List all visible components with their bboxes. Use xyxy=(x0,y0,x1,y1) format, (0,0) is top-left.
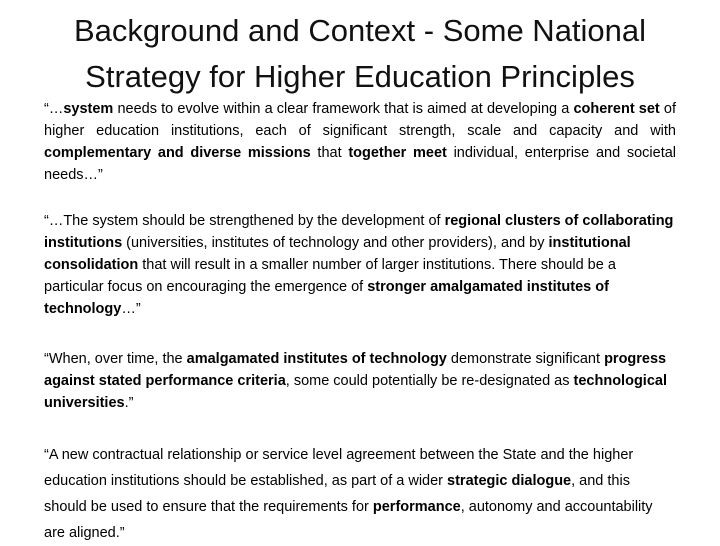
quote-text: individual, enterprise and societal needs…” xyxy=(44,145,677,183)
quote-text: “When, over time, the xyxy=(44,351,187,367)
quote-text: “A new contractual relationship or service level agreement between the State and the higher education institutions should be established, as part of a wider xyxy=(44,447,634,489)
quote-2-regional-clusters xyxy=(44,210,676,320)
quote-bold-text: technological universities xyxy=(44,373,667,411)
quote-text: that will result in a smaller number of larger institutions. There should be a particular focus on encouraging the emergence of xyxy=(44,257,616,295)
quote-bold-text: regional clusters of collaborating institutions xyxy=(44,213,674,251)
quote-text: , and this should be used to ensure that the requirements for xyxy=(44,473,630,515)
quote-text: .” xyxy=(124,395,134,411)
quote-text: of higher education institutions, each of significant strength, scale and capacity and with xyxy=(44,101,676,139)
quote-bold-text: institutional consolidation xyxy=(44,235,631,273)
quote-text: that xyxy=(310,145,349,161)
quote-4-service-level-agreement xyxy=(44,442,676,546)
quote-bold-text: system xyxy=(63,101,114,117)
quote-bold-text: stronger amalgamated institutes of technology xyxy=(44,279,609,317)
quote-bold-text: coherent set xyxy=(573,101,660,117)
quote-bold-text: performance xyxy=(372,499,461,515)
quote-bold-text: strategic dialogue xyxy=(447,473,572,489)
quote-text: , some could potentially be re-designated as xyxy=(285,373,574,389)
slide-title-line-1: Background and Context - Some National xyxy=(73,13,647,48)
quote-3-technological-universities xyxy=(44,348,676,414)
quote-bold-text: complementary and diverse missions xyxy=(44,145,311,161)
quote-text: (universities, institutes of technology and other providers), and by xyxy=(122,235,549,251)
quote-text: …” xyxy=(121,301,141,317)
quote-bold-text: together meet xyxy=(348,145,447,161)
quote-text: demonstrate significant xyxy=(446,351,605,367)
quote-bold-text: progress against stated performance criteria xyxy=(44,351,667,389)
quote-text: “…The system should be strengthened by the development of xyxy=(44,213,445,229)
slide-title xyxy=(0,8,720,100)
slide-title-line-2: Strategy for Higher Education Principles xyxy=(85,59,635,94)
quote-bold-text: amalgamated institutes of technology xyxy=(186,351,447,367)
quote-1-system-framework xyxy=(44,98,676,186)
quote-text: “… xyxy=(44,101,64,117)
quote-text: needs to evolve within a clear framework that is aimed at developing a xyxy=(113,101,574,117)
quote-text: , autonomy and accountability are aligned.” xyxy=(44,499,653,541)
